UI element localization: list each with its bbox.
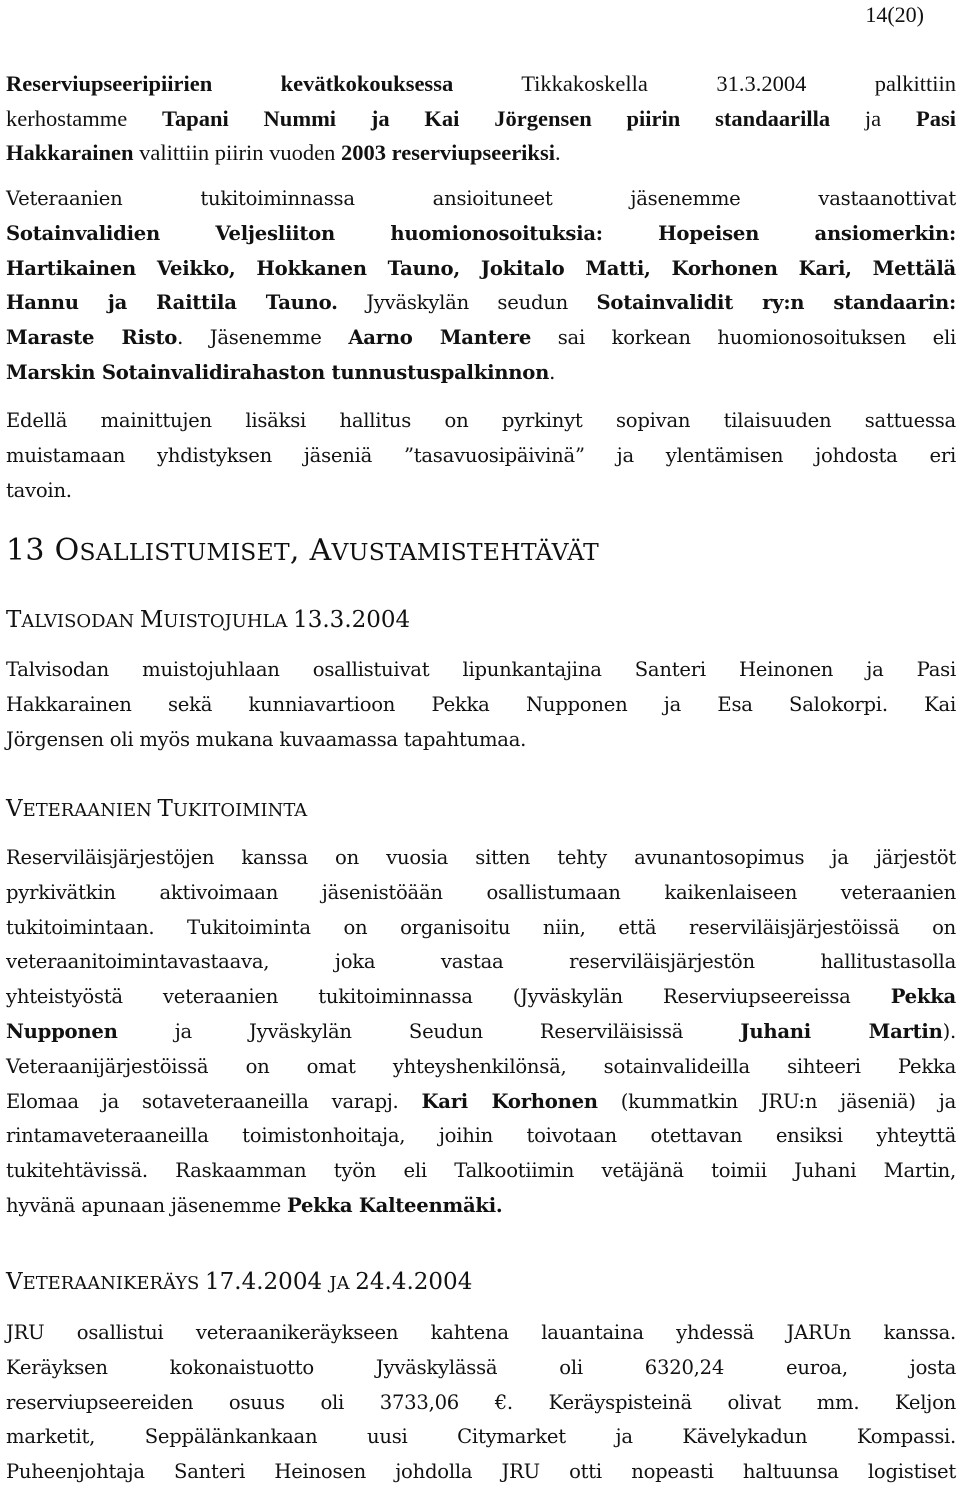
heading-number: 13: [6, 533, 55, 568]
bold-text: Hartikainen Veikko, Hokkanen Tauno, Jokitalo Matti, Korhonen Kari, Mettälä: [6, 256, 956, 280]
paragraph-veteran-support: [6, 841, 956, 1224]
paragraph-veteran-honors: [6, 182, 956, 391]
text: Jyväskylän seudun: [337, 291, 597, 315]
heading-initial: T: [6, 607, 22, 633]
text-line: Talvisodan muistojuhlaan osallistuivat lipunkantajina Santeri Heinonen ja Pasi: [6, 658, 956, 681]
section-heading: [6, 531, 599, 572]
bold-text: Reserviupseeripiirien kevätkokouksessa: [6, 71, 454, 96]
bold-text: Sotainvalidien Veljesliiton huomionosoituksia: Hopeisen ansiomerkin:: [6, 221, 956, 245]
text-line: [6, 252, 956, 287]
text-line: reserviupseereiden osuus oli 3733,06 €. Keräyspisteinä olivat mm. Keljon: [6, 1390, 956, 1414]
heading-date: 24.4.2004: [355, 1269, 473, 1295]
heading-smallcaps: UISTOJUHLA: [163, 611, 294, 632]
text-line: Keräyksen kokonaistuotto Jyväskylässä oli 6320,24 euroa, josta: [6, 1355, 956, 1379]
text: ).: [942, 1019, 956, 1043]
text-line: Reserviläisjärjestöjen kanssa on vuosia sitten tehty avunantosopimus ja järjestöt: [6, 846, 956, 869]
bold-text: Marskin Sotainvalidirahaston tunnustuspalkinnon: [6, 360, 550, 384]
text-line: [6, 136, 956, 171]
subheading-winter-war: [6, 604, 410, 638]
text-line: Puheenjohtaja Santeri Heinosen johdolla JRU otti nopeasti haltuunsa logistiset: [6, 1460, 956, 1484]
subheading-veteran-support: [6, 793, 307, 827]
text-line: marketit, Seppälänkankaan uusi Citymarket ja Kävelykadun Kompassi.: [6, 1425, 956, 1449]
heading-initial: V: [6, 796, 23, 822]
heading-smallcaps: UKITOIMINTA: [172, 800, 308, 821]
heading-initial: O: [54, 533, 80, 568]
bold-text: Juhani Martin: [740, 1019, 943, 1043]
bold-text: Hakkarainen: [6, 140, 134, 166]
heading-smallcaps: ALVISODAN: [21, 611, 140, 632]
text-line: tavoin.: [6, 478, 72, 502]
text: Tikkakoskella 31.3.2004 palkittiin: [453, 71, 957, 96]
heading-initial: T: [157, 796, 173, 822]
bold-text: Tapani Nummi ja Kai Jörgensen piirin standaarilla: [162, 105, 831, 131]
subheading-veteran-collection: [6, 1266, 472, 1300]
heading-initial: M: [139, 607, 164, 633]
text: ja Jyväskylän Seudun Reserviläisissä: [117, 1019, 741, 1043]
text-line: Veteraanijärjestöissä on omat yhteyshenkilönsä, sotainvalideilla sihteeri Pekka: [6, 1054, 956, 1078]
bold-text: 2003 reserviupseeriksi: [341, 140, 555, 166]
heading-smallcaps: VUSTAMISTEHTÄVÄT: [331, 538, 600, 566]
text: hyvänä apunaan jäsenemme: [6, 1193, 287, 1217]
heading-smallcaps: SALLISTUMISET: [79, 538, 290, 566]
text-line: JRU osallistui veteraanikeräykseen kahtena lauantaina yhdessä JARUn kanssa.: [6, 1321, 956, 1344]
text-line: [6, 980, 956, 1015]
text-line: rintamaveteraaneilla toimistonhoitaja, joihin toivotaan otettavan ensiksi yhteyttä: [6, 1124, 956, 1148]
text-line: [6, 1085, 956, 1120]
paragraph-remembrance: [6, 404, 956, 508]
text-line: Veteraanien tukitoiminnassa ansioituneet jäsenemme vastaanottivat: [6, 187, 956, 210]
text-line: veteraanitoimintavastaava, joka vastaa reserviläisjärjestön hallitustasolla: [6, 950, 956, 974]
heading-smallcaps: ETERAANIEN: [22, 800, 158, 821]
text-line: [6, 321, 956, 356]
text-line: [6, 1015, 956, 1050]
heading-initial: V: [6, 1269, 23, 1295]
bold-text: Pasi: [915, 105, 956, 131]
text-line: pyrkivätkin aktivoimaan jäsenistöään osallistumaan kaikenlaiseen veteraanien: [6, 880, 956, 904]
heading-initial: A: [309, 533, 332, 568]
text: valittiin piirin vuoden: [133, 140, 342, 166]
text-line: [6, 356, 956, 391]
text-line: Edellä mainittujen lisäksi hallitus on pyrkinyt sopivan tilaisuuden sattuessa: [6, 409, 956, 432]
paragraph-winter-war: [6, 653, 956, 757]
text: sai korkean huomionosoituksen eli: [531, 326, 956, 350]
bold-text: Pekka Kalteenmäki.: [287, 1193, 503, 1217]
paragraph-veteran-collection: [6, 1316, 956, 1490]
heading-date: 13.3.2004: [293, 607, 411, 633]
heading-smallcaps: JA: [329, 1273, 356, 1294]
heading-separator: ,: [289, 533, 310, 568]
bold-text: Kari Korhonen: [421, 1089, 598, 1113]
text: kerhostamme: [6, 105, 163, 131]
text-line: tukitoimintaan. Tukitoiminta on organisoitu niin, että reserviläisjärjestöissä on: [6, 915, 956, 939]
text: . Jäsenemme: [177, 326, 349, 350]
bold-text: Pekka: [890, 985, 956, 1009]
text-line: tukitehtävissä. Raskaamman työn eli Talkootiimin vetäjänä toimii Juhani Martin,: [6, 1159, 956, 1183]
bold-text: Sotainvalidit ry:n standaarin:: [596, 291, 956, 315]
text: yhteistyöstä veteraanien tukitoiminnassa (Jyväskylän Reserviupseereissa: [6, 985, 891, 1009]
page-number: 14(20): [865, 2, 924, 27]
heading-smallcaps: ETERAANIKERÄYS: [22, 1273, 206, 1294]
text-line: [6, 67, 956, 102]
text: Elomaa ja sotaveteraaneilla varapj.: [6, 1089, 422, 1113]
heading-date: 17.4.2004: [205, 1269, 330, 1295]
bold-text: Nupponen: [6, 1019, 118, 1043]
text-line: [6, 286, 956, 321]
bold-text: Aarno Mantere: [348, 326, 532, 350]
text-line: [6, 102, 956, 137]
paragraph-awards: [6, 67, 956, 171]
text-line: Hakkarainen sekä kunniavartioon Pekka Nupponen ja Esa Salokorpi. Kai: [6, 692, 956, 716]
text-line: Jörgensen oli myös mukana kuvaamassa tapahtumaa.: [6, 727, 527, 751]
bold-text: Maraste Risto: [6, 326, 178, 350]
text: .: [554, 140, 561, 166]
bold-text: Hannu ja Raittila Tauno.: [6, 291, 338, 315]
text: ja: [830, 105, 916, 131]
text: (kummatkin JRU:n jäseniä) ja: [597, 1089, 957, 1113]
text-line: [6, 1189, 956, 1224]
text-line: muistamaan yhdistyksen jäseniä ”tasavuosipäivinä” ja ylentämisen johdosta eri: [6, 443, 956, 467]
text-line: [6, 217, 956, 252]
text: .: [549, 360, 556, 384]
